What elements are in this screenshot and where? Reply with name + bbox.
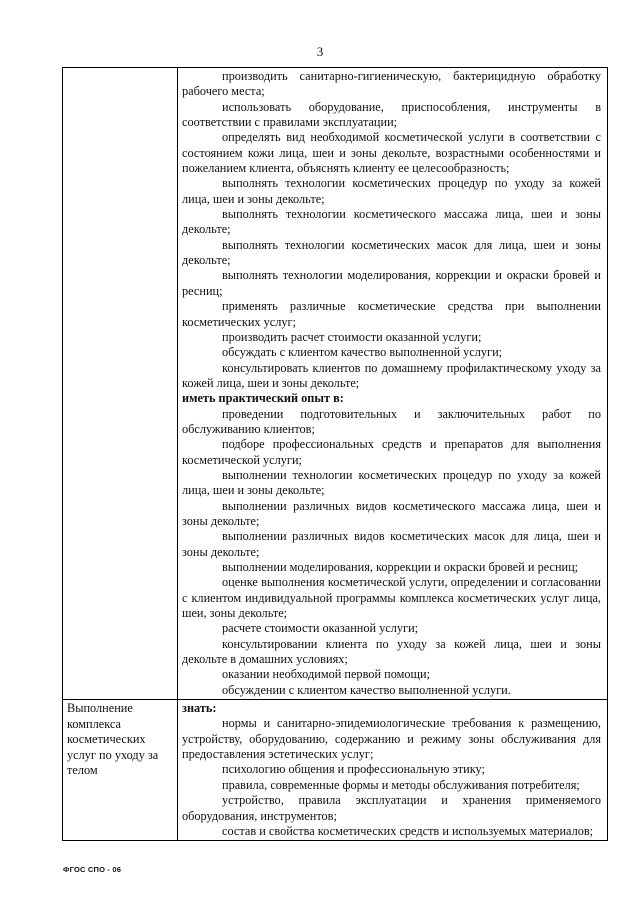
list-item: психологию общения и профессиональную этику;	[222, 762, 485, 777]
list-item: расчете стоимости оказанной услуги;	[222, 621, 419, 636]
activity-name: Выполнение комплекса косметических услуг по уходу за телом	[67, 701, 159, 778]
list-item: использовать оборудование, приспособления, инструменты в соответствии с правилами эксплуатации;	[182, 99, 601, 130]
list-item: проведении подготовительных и заключительных работ по обслуживанию клиентов;	[182, 406, 601, 436]
list-item: обсуждать с клиентом качество выполненной услуги;	[222, 345, 503, 360]
list-item: состав и свойства косметических средств и используемых материалов;	[222, 823, 594, 838]
list-item: выполнять технологии косметических масок для лица, шеи и зоны декольте;	[182, 237, 601, 268]
list-item: производить санитарно-гигиеническую, бактерицидную обработку рабочего места;	[182, 69, 601, 99]
requirements-cell	[178, 68, 608, 700]
section-heading: знать:	[182, 701, 217, 716]
list-item: консультировать клиентов по домашнему профилактическому уходу за кожей лица, шеи и зоны декольте;	[182, 360, 601, 390]
list-item: выполнении технологии косметических процедур по уходу за кожей лица, шеи и зоны декольте;	[182, 467, 601, 498]
list-item: производить расчет стоимости оказанной услуги;	[222, 329, 482, 344]
requirements-cell	[178, 700, 608, 841]
section-heading: иметь практический опыт в:	[182, 391, 344, 406]
list-item: правила, современные формы и методы обслуживания потребителя;	[222, 777, 580, 792]
table-row	[63, 68, 608, 700]
list-item: определять вид необходимой косметической услуги в соответствии с состоянием кожи лица, шеи и зоны декольте, возрастными особенностями и пожеланием клиента, объяснять клиенту ее целесообразность;	[182, 130, 601, 176]
list-item: устройство, правила эксплуатации и хранения применяемого оборудования, инструментов;	[182, 793, 601, 823]
table-row	[63, 700, 608, 841]
list-item: нормы и санитарно-эпидемиологические требования к размещению, устройству, оборудованию, содержанию и режиму зоны обслуживания для предоставления эстетических услуг;	[182, 716, 601, 762]
list-item: выполнять технологии косметических процедур по уходу за кожей лица, шеи и зоны декольте;	[182, 176, 601, 206]
activity-cell	[63, 700, 178, 841]
list-item: применять различные косметические средства при выполнении косметических услуг;	[182, 299, 601, 329]
activity-cell	[63, 68, 178, 700]
list-item: оказании необходимой первой помощи;	[222, 667, 431, 682]
page-number: 3	[316, 44, 324, 59]
list-item: консультировании клиента по уходу за кожей лица, шеи и зоны декольте в домашних условиях;	[182, 636, 601, 667]
competency-table	[62, 67, 608, 841]
document-footer: ФГОС СПО - 06	[63, 865, 122, 874]
list-item: выполнять технологии моделирования, коррекции и окраски бровей и ресниц;	[182, 268, 601, 298]
list-item: выполнении моделирования, коррекции и окраски бровей и ресниц;	[222, 560, 579, 574]
list-item: выполнять технологии косметического массажа лица, шеи и зоны декольте;	[182, 207, 601, 237]
list-item: обсуждении с клиентом качество выполненной услуги.	[222, 682, 511, 697]
list-item: выполнении различных видов косметических масок для лица, шеи и зоны декольте;	[182, 529, 601, 559]
list-item: подборе профессиональных средств и препаратов для выполнения косметической услуги;	[182, 437, 601, 467]
list-item: оценке выполнения косметической услуги, определении и согласовании с клиентом индивидуальной программы комплекса косметических услуг лица, шеи, зоны декольте;	[182, 575, 601, 621]
list-item: выполнении различных видов косметического массажа лица, шеи и зоны декольте;	[182, 498, 601, 528]
